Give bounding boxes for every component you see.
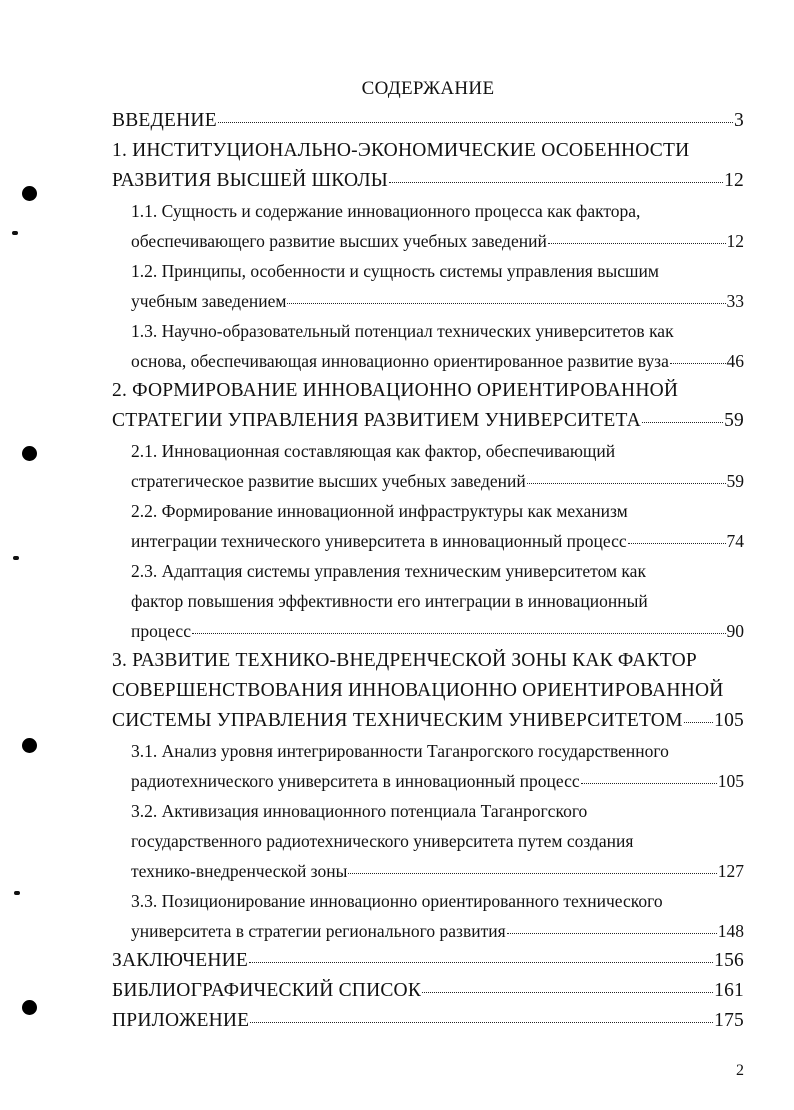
toc-entry-label: СИСТЕМЫ УПРАВЛЕНИЯ ТЕХНИЧЕСКИМ УНИВЕРСИТЕТОМ bbox=[112, 710, 683, 731]
toc-entry-label: 3.3. Позиционирование инновационно ориентированного технического bbox=[131, 891, 663, 911]
toc-entry-label: 2.1. Инновационная составляющая как фактор, обеспечивающий bbox=[131, 441, 616, 461]
toc-entry bbox=[112, 736, 744, 766]
dot-leader bbox=[527, 483, 726, 484]
toc-entry-label: технико-внедренческой зоны bbox=[131, 861, 348, 881]
toc-page-number: 33 bbox=[726, 291, 744, 311]
scan-speck bbox=[13, 556, 19, 560]
toc-entry-label: 1.1. Сущность и содержание инновационного процесса как фактора, bbox=[131, 201, 641, 221]
toc-entry bbox=[112, 286, 744, 316]
dot-leader bbox=[250, 1022, 713, 1023]
toc-entry bbox=[112, 166, 744, 196]
toc-entry-label: государственного радиотехнического университета путем создания bbox=[131, 831, 634, 851]
toc-page-number: 74 bbox=[726, 531, 744, 551]
toc-entry bbox=[112, 556, 744, 586]
dot-leader bbox=[348, 873, 716, 874]
toc-page-number: 59 bbox=[726, 471, 744, 491]
toc-entry bbox=[112, 946, 744, 976]
dot-leader bbox=[218, 122, 733, 123]
toc-entry-label: радиотехнического университета в инновационный процесс bbox=[131, 771, 580, 791]
toc-entry bbox=[112, 376, 744, 406]
toc-entry-label: 3.1. Анализ уровня интегрированности Таганрогского государственного bbox=[131, 741, 669, 761]
toc-entry bbox=[112, 586, 744, 616]
toc-entry-label: интеграции технического университета в инновационный процесс bbox=[131, 531, 627, 551]
toc-entry bbox=[112, 916, 744, 946]
toc-page-number: 12 bbox=[726, 231, 744, 251]
toc-entry-label: 2.3. Адаптация системы управления техническим университетом как bbox=[131, 561, 646, 581]
dot-leader bbox=[192, 633, 726, 634]
toc-entry-label: 1. ИНСТИТУЦИОНАЛЬНО-ЭКОНОМИЧЕСКИЕ ОСОБЕННОСТИ bbox=[112, 140, 690, 161]
dot-leader bbox=[581, 783, 717, 784]
toc-entry bbox=[112, 766, 744, 796]
toc-entry-label: СОВЕРШЕНСТВОВАНИЯ ИННОВАЦИОННО ОРИЕНТИРОВАННОЙ bbox=[112, 680, 724, 701]
page-number: 2 bbox=[736, 1062, 744, 1079]
toc-entry-label: ПРИЛОЖЕНИЕ bbox=[112, 1010, 250, 1031]
dot-leader bbox=[287, 303, 725, 304]
toc-entry-label: ЗАКЛЮЧЕНИЕ bbox=[112, 950, 249, 971]
toc-entry-label: РАЗВИТИЯ ВЫСШЕЙ ШКОЛЫ bbox=[112, 170, 388, 191]
page-title: СОДЕРЖАНИЕ bbox=[361, 78, 495, 99]
toc-entry bbox=[112, 976, 744, 1006]
toc-entry bbox=[112, 106, 744, 136]
toc-page-number: 175 bbox=[714, 1010, 744, 1031]
dot-leader bbox=[249, 962, 713, 963]
punch-hole bbox=[22, 446, 37, 461]
toc-entry-label: обеспечивающего развитие высших учебных заведений bbox=[131, 231, 547, 251]
dot-leader bbox=[422, 992, 713, 993]
toc-entry bbox=[112, 466, 744, 496]
toc-page-number: 161 bbox=[714, 980, 744, 1001]
toc-entry bbox=[112, 316, 744, 346]
toc-entry bbox=[112, 136, 744, 166]
toc-entry bbox=[112, 406, 744, 436]
toc-entry bbox=[112, 256, 744, 286]
toc-entry-label: университета в стратегии регионального развития bbox=[131, 921, 506, 941]
toc-entry bbox=[112, 1006, 744, 1036]
toc-entry-label: учебным заведением bbox=[131, 291, 287, 311]
toc-page-number: 90 bbox=[726, 621, 744, 641]
punch-hole bbox=[22, 1000, 37, 1015]
toc-page-number: 12 bbox=[724, 170, 744, 191]
toc-page-number: 105 bbox=[714, 710, 744, 731]
toc-page-number: 59 bbox=[724, 410, 744, 431]
toc-entry-label: ВВЕДЕНИЕ bbox=[112, 110, 217, 131]
toc-entry-label: 1.3. Научно-образовательный потенциал технических университетов как bbox=[131, 321, 674, 341]
toc-entry bbox=[112, 826, 744, 856]
toc-entry-label: 3. РАЗВИТИЕ ТЕХНИКО-ВНЕДРЕНЧЕСКОЙ ЗОНЫ КАК ФАКТОР bbox=[112, 650, 697, 671]
toc-entry-label: БИБЛИОГРАФИЧЕСКИЙ СПИСОК bbox=[112, 980, 422, 1001]
toc-entry-label: СТРАТЕГИИ УПРАВЛЕНИЯ РАЗВИТИЕМ УНИВЕРСИТЕТА bbox=[112, 410, 641, 431]
dot-leader bbox=[507, 933, 717, 934]
scan-speck bbox=[14, 891, 20, 895]
toc-entry-label: 2. ФОРМИРОВАНИЕ ИННОВАЦИОННО ОРИЕНТИРОВАННОЙ bbox=[112, 380, 679, 401]
toc-page-number: 46 bbox=[726, 351, 744, 371]
toc-entry bbox=[112, 616, 744, 646]
table-of-contents bbox=[112, 106, 744, 1036]
dot-leader bbox=[684, 722, 714, 723]
toc-page-number: 156 bbox=[714, 950, 744, 971]
dot-leader bbox=[628, 543, 726, 544]
toc-page-number: 148 bbox=[717, 921, 744, 941]
dot-leader bbox=[548, 243, 726, 244]
toc-page-number: 127 bbox=[717, 861, 744, 881]
toc-entry bbox=[112, 526, 744, 556]
toc-page-number: 3 bbox=[734, 110, 744, 131]
toc-entry-label: 1.2. Принципы, особенности и сущность системы управления высшим bbox=[131, 261, 659, 281]
toc-entry bbox=[112, 646, 744, 676]
dot-leader bbox=[389, 182, 723, 183]
toc-entry bbox=[112, 706, 744, 736]
toc-entry-label: основа, обеспечивающая инновационно ориентированное развитие вуза bbox=[131, 351, 669, 371]
toc-entry-label: стратегическое развитие высших учебных заведений bbox=[131, 471, 526, 491]
toc-entry bbox=[112, 496, 744, 526]
toc-page-number: 105 bbox=[717, 771, 744, 791]
toc-entry bbox=[112, 436, 744, 466]
toc-entry-label: 2.2. Формирование инновационной инфраструктуры как механизм bbox=[131, 501, 628, 521]
toc-entry bbox=[112, 886, 744, 916]
dot-leader bbox=[670, 363, 726, 364]
toc-entry bbox=[112, 226, 744, 256]
dot-leader bbox=[642, 422, 723, 423]
toc-entry bbox=[112, 346, 744, 376]
toc-entry bbox=[112, 196, 744, 226]
toc-entry-label: фактор повышения эффективности его интеграции в инновационный bbox=[131, 591, 648, 611]
punch-hole bbox=[22, 738, 37, 753]
punch-hole bbox=[22, 186, 37, 201]
toc-entry-label: процесс bbox=[131, 621, 191, 641]
toc-entry bbox=[112, 796, 744, 826]
toc-entry bbox=[112, 676, 744, 706]
scan-speck bbox=[12, 231, 18, 235]
toc-entry-label: 3.2. Активизация инновационного потенциала Таганрогского bbox=[131, 801, 588, 821]
toc-entry bbox=[112, 856, 744, 886]
